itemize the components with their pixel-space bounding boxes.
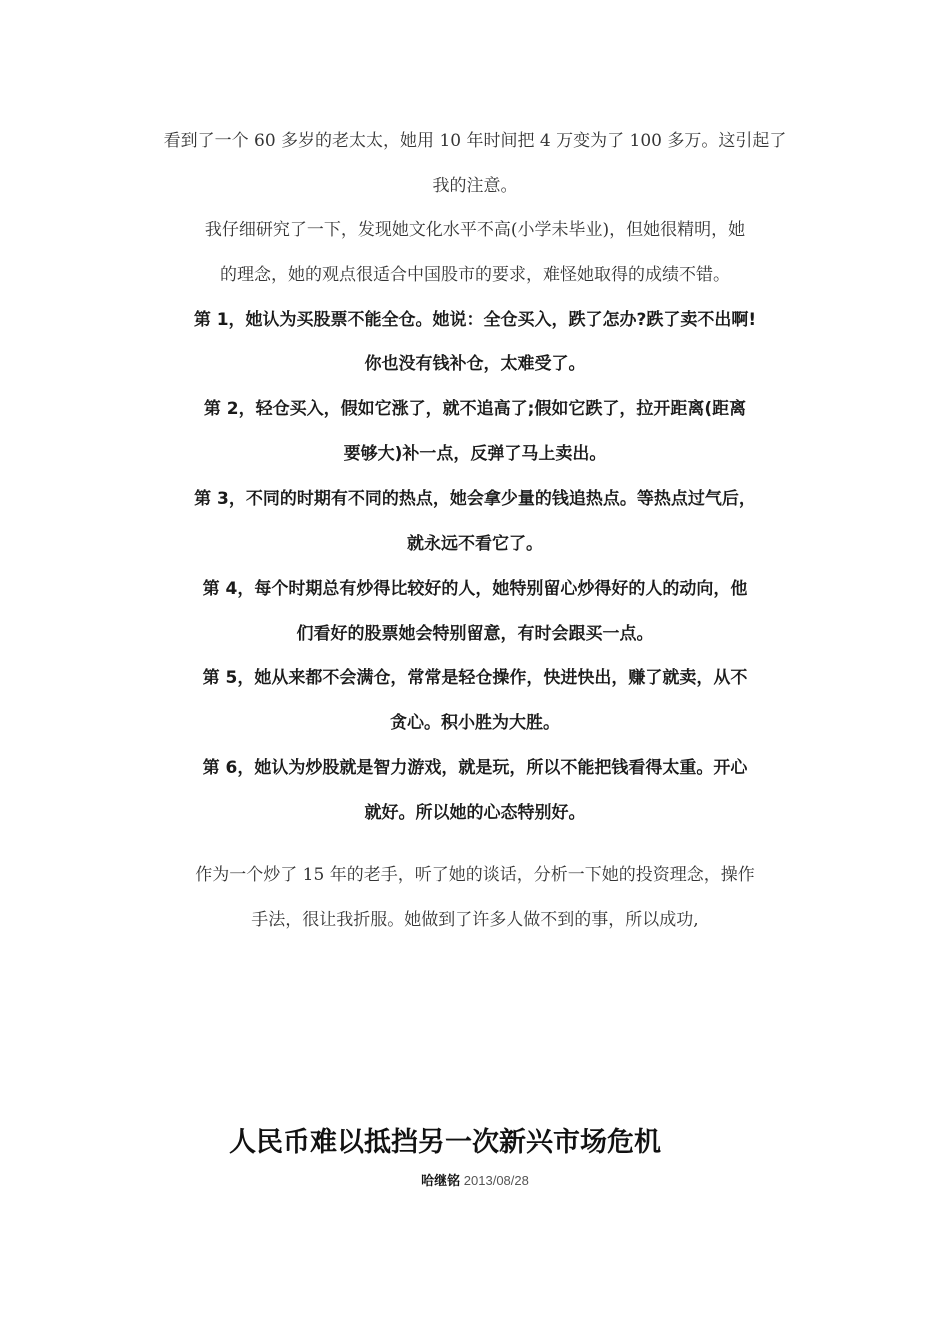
conclusion-line: 手法，很让我折服。她做到了许多人做不到的事，所以成功, [251, 910, 699, 930]
point-3-line: 第 3，不同的时期有不同的热点，她会拿少量的钱追热点。等热点过气后， [194, 489, 756, 509]
point-2-line: 要够大)补一点，反弹了马上卖出。 [343, 444, 607, 464]
intro-line: 我的注意。 [432, 176, 518, 196]
intro-line: 我仔细研究了一下，发现她文化水平不高(小学未毕业)，但她很精明，她 [204, 220, 746, 240]
point-4-line: 们看好的股票她会特别留意，有时会跟买一点。 [296, 624, 654, 644]
point-4-line: 第 4，每个时期总有炒得比较好的人，她特别留心炒得好的人的动向，他 [202, 579, 748, 599]
point-3-line: 就永远不看它了。 [407, 534, 543, 554]
point-2-line: 第 2，轻仓买入，假如它涨了，就不追高了;假如它跌了，拉开距离(距离 [203, 399, 747, 419]
point-6-line: 就好。所以她的心态特别好。 [364, 803, 586, 823]
point-1-line: 你也没有钱补仓，太难受了。 [364, 354, 586, 374]
point-1-line: 第 1，她认为买股票不能全仓。她说：全仓买入，跌了怎办?跌了卖不出啊! [193, 310, 757, 330]
article-byline [0, 1170, 950, 1189]
point-6-line: 第 6，她认为炒股就是智力游戏，就是玩，所以不能把钱看得太重。开心 [202, 758, 748, 778]
article-author: 哈继铭 [421, 1173, 461, 1188]
intro-line: 看到了一个 60 多岁的老太太，她用 10 年时间把 4 万变为了 100 多万。这引起了 [163, 131, 787, 151]
point-5-line: 贪心。积小胜为大胜。 [390, 713, 560, 733]
conclusion-line: 作为一个炒了 15 年的老手，听了她的谈话，分析一下她的投资理念，操作 [195, 865, 755, 885]
article-date: 2013/08/28 [463, 1173, 529, 1188]
point-5-line: 第 5，她从来都不会满仓，常常是轻仓操作，快进快出，赚了就卖，从不 [202, 668, 748, 688]
intro-line: 的理念，她的观点很适合中国股市的要求，难怪她取得的成绩不错。 [220, 265, 730, 285]
article-title: 人民币难以抵挡另一次新兴市场危机 [229, 1127, 661, 1158]
